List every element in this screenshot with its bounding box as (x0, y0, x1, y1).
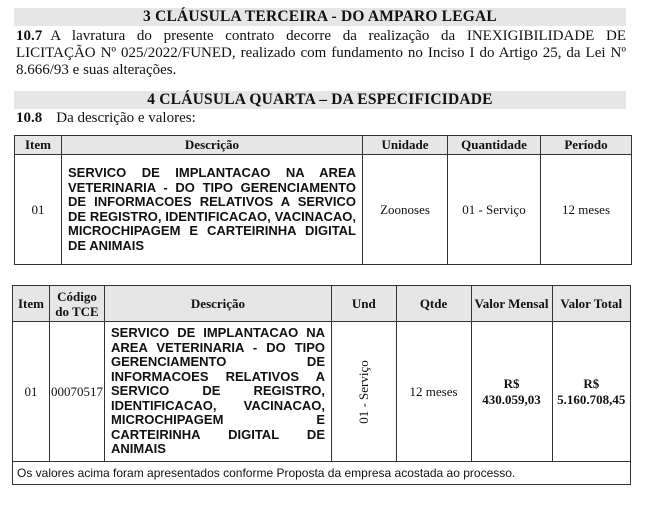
header-item: Item (13, 286, 50, 322)
header-tce-code: Código do TCE (50, 286, 105, 322)
clause3-para-number: 10.7 (16, 28, 43, 44)
monthly-currency: R$ (503, 375, 520, 391)
clause4-paragraph (16, 110, 626, 127)
footnote-row (13, 462, 631, 485)
values-table (12, 285, 631, 485)
cell-unit: Zoonoses (363, 155, 448, 265)
cell-tce-code: 00070517 (50, 322, 105, 462)
cell-item: 01 (15, 155, 62, 265)
cell-quantity: 12 meses (396, 322, 471, 462)
cell-description: SERVICO DE IMPLANTACAO NA AREA VETERINARIA - DO TIPO GERENCIAMENTO DE INFORMACOES RELATIVOS A SERVICO DE REGISTRO, IDENTIFICACAO, VACINACAO, MICROCHIPAGEM E CARTEIRINHA DIGITAL DE ANIMAIS (105, 322, 332, 462)
clause3-para-text: A lavratura do presente contrato decorre da realização da INEXIGIBILIDADE DE LICITAÇÃO Nº 025/2022/FUNED, realizado com fundamento no Inciso I do Artigo 25, da Lei Nº 8.666/93 e suas alterações. (16, 28, 626, 78)
footnote: Os valores acima foram apresentados conforme Proposta da empresa acostada ao processo. (13, 462, 631, 485)
cell-item: 01 (13, 322, 50, 462)
header-period: Período (541, 136, 632, 155)
values-table-header (13, 286, 631, 322)
cell-unit (332, 322, 397, 462)
header-quantity: Qtde (396, 286, 471, 322)
header-monthly-value: Valor Mensal (471, 286, 552, 322)
clause4-heading: 4 CLÁUSULA QUARTA – DA ESPECIFICIDADE (14, 91, 626, 109)
header-quantity: Quantidade (448, 136, 541, 155)
header-total-value: Valor Total (552, 286, 630, 322)
cell-quantity: 01 - Serviço (448, 155, 541, 265)
table-row (15, 155, 632, 265)
clause4-para-number: 10.8 (16, 110, 43, 126)
cell-description: SERVICO DE IMPLANTACAO NA AREA VETERINARIA - DO TIPO GERENCIAMENTO DE INFORMACOES RELATIVOS A SERVICO DE REGISTRO, IDENTIFICACAO, VACINACAO, MICROCHIPAGEM E CARTEIRINHA DIGITAL DE ANIMAIS (62, 155, 363, 265)
clause3-paragraph (16, 28, 626, 79)
clause4-para-text: Da descrição e valores: (56, 110, 196, 126)
header-unit: Und (332, 286, 397, 322)
header-description: Descrição (105, 286, 332, 322)
header-unit: Unidade (363, 136, 448, 155)
cell-period: 12 meses (541, 155, 632, 265)
monthly-amount: 430.059,03 (482, 391, 541, 407)
unit-vertical-text: 01 - Serviço (355, 359, 371, 424)
cell-monthly-value (471, 322, 552, 462)
header-description: Descrição (62, 136, 363, 155)
clause3-heading: 3 CLÁUSULA TERCEIRA - DO AMPARO LEGAL (14, 8, 626, 26)
table-row (13, 322, 631, 462)
cell-total-value: R$ 5.160.708,45 (552, 322, 630, 462)
specification-table-header (15, 136, 632, 155)
header-item: Item (15, 136, 62, 155)
specification-table (14, 135, 632, 265)
